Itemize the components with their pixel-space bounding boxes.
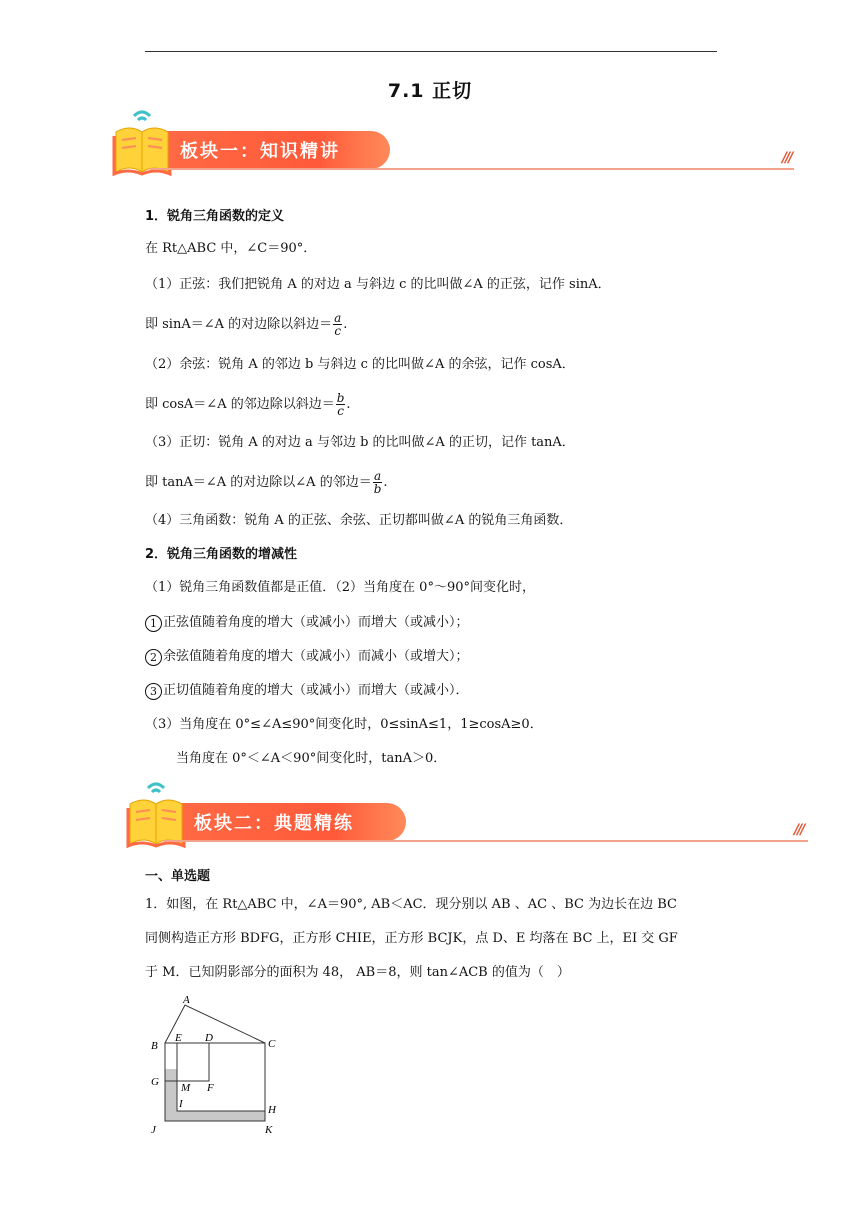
shaded-region xyxy=(165,1069,265,1121)
cos-fraction xyxy=(336,392,346,417)
item-text: 余弦值随着角度的增大（或减小）而减小（或增大）； xyxy=(163,649,469,664)
slash-decoration: /// xyxy=(782,150,792,166)
cos-frac-den: c xyxy=(337,404,344,418)
circled-number: 2 xyxy=(145,649,162,666)
header-rule xyxy=(145,51,717,52)
circled-number: 3 xyxy=(145,683,162,700)
label-g: G xyxy=(151,1076,159,1088)
label-d: D xyxy=(205,1032,213,1044)
label-h: H xyxy=(268,1104,276,1116)
sin-definition: （1）正弦：我们把锐角 A 的对边 a 与斜边 c 的比叫做∠A 的正弦，记作 sinA． xyxy=(145,277,611,292)
item-text: 正弦值随着角度的增大（或减小）而增大（或减小）； xyxy=(163,615,469,630)
question-1-line-1: 1．如图，在 Rt△ABC 中，∠A＝90°, AB＜AC．现分别以 AB 、AC 、BC 为边长在边 BC xyxy=(145,897,677,912)
label-e: E xyxy=(175,1032,182,1044)
banner-rule xyxy=(164,840,808,842)
item-text: 正切值随着角度的增大（或减小）而增大（或减小）． xyxy=(163,683,469,698)
circled-number: 1 xyxy=(145,615,162,632)
tan-formula-text: 即 tanA＝∠A 的对边除以∠A 的邻边＝ xyxy=(145,475,372,490)
tan-frac-den: b xyxy=(373,482,382,496)
sin-frac-den: c xyxy=(334,324,342,338)
sin-formula: 即 sinA＝∠A 的对边除以斜边＝ $\frac{a}{c}$ . xyxy=(145,311,348,338)
cos-formula-text: 即 cosA＝∠A 的邻边除以斜边＝ xyxy=(145,397,335,412)
label-a: A xyxy=(183,995,190,1006)
question-1-line-3: 于 M．已知阴影部分的面积为 48， AB＝8，则 tan∠ACB 的值为（ ） xyxy=(145,965,570,980)
monotonicity-intro: （1）锐角三角函数值都是正值．（2）当角度在 0°～90°间变化时， xyxy=(145,580,535,595)
question-type-heading: 一、单选题 xyxy=(145,869,211,884)
section-banner-2 xyxy=(112,778,812,848)
section-banner-1 xyxy=(112,106,802,176)
book-icon xyxy=(126,778,186,848)
cos-frac-num: b xyxy=(336,391,345,405)
range-line-1: （3）当角度在 0°≤∠A≤90°间变化时，0≤sinA≤1，1≥cosA≥0． xyxy=(145,717,543,732)
label-k: K xyxy=(265,1124,273,1136)
question-1-line-2: 同侧构造正方形 BDFG，正方形 CHIE，正方形 BCJK，点 D、E 均落在 BC 上，EI 交 GF xyxy=(145,931,678,946)
sin-frac-num: a xyxy=(334,311,342,325)
monotonicity-item-1 xyxy=(145,614,469,632)
sin-formula-text: 即 sinA＝∠A 的对边除以斜边＝ xyxy=(145,317,333,332)
heading-monotonicity: 2．锐角三角函数的增减性 xyxy=(145,547,298,562)
cos-definition: （2）余弦：锐角 A 的邻边 b 与斜边 c 的比叫做∠A 的余弦，记作 cosA． xyxy=(145,357,575,372)
label-c: C xyxy=(268,1038,276,1050)
tan-frac-num: a xyxy=(373,469,382,483)
label-f: F xyxy=(207,1082,214,1094)
label-b: B xyxy=(151,1040,158,1052)
page-title: 7.1 正切 xyxy=(387,80,473,102)
cos-formula: 即 cosA＝∠A 的邻边除以斜边＝ $\frac{b}{c}$ . xyxy=(145,391,351,418)
range-line-2: 当角度在 0°＜∠A＜90°间变化时，tanA＞0． xyxy=(176,751,447,766)
banner-rule xyxy=(150,168,794,170)
heading-definition: 1．锐角三角函数的定义 xyxy=(145,209,285,224)
trig-definition: （4）三角函数：锐角 A 的正弦、余弦、正切都叫做∠A 的锐角三角函数． xyxy=(145,513,573,528)
banner-title: 板块二：典题精练 xyxy=(194,813,354,834)
label-i: I xyxy=(179,1098,183,1110)
geometry-figure xyxy=(145,995,295,1140)
label-m: M xyxy=(181,1082,191,1094)
sin-fraction xyxy=(333,312,342,337)
book-icon xyxy=(112,106,172,176)
slash-decoration: /// xyxy=(794,822,804,838)
intro-text: 在 Rt△ABC 中，∠C＝90°． xyxy=(145,241,317,256)
label-j: J xyxy=(151,1124,156,1136)
square-chie xyxy=(177,1043,265,1111)
tan-fraction xyxy=(373,470,383,495)
tan-formula: 即 tanA＝∠A 的对边除以∠A 的邻边＝ $\frac{a}{b}$ . xyxy=(145,469,388,496)
monotonicity-item-3 xyxy=(145,682,469,700)
monotonicity-item-2 xyxy=(145,648,469,666)
banner-title: 板块一：知识精讲 xyxy=(180,141,340,162)
tan-definition: （3）正切：锐角 A 的对边 a 与邻边 b 的比叫做∠A 的正切，记作 tanA． xyxy=(145,435,575,450)
